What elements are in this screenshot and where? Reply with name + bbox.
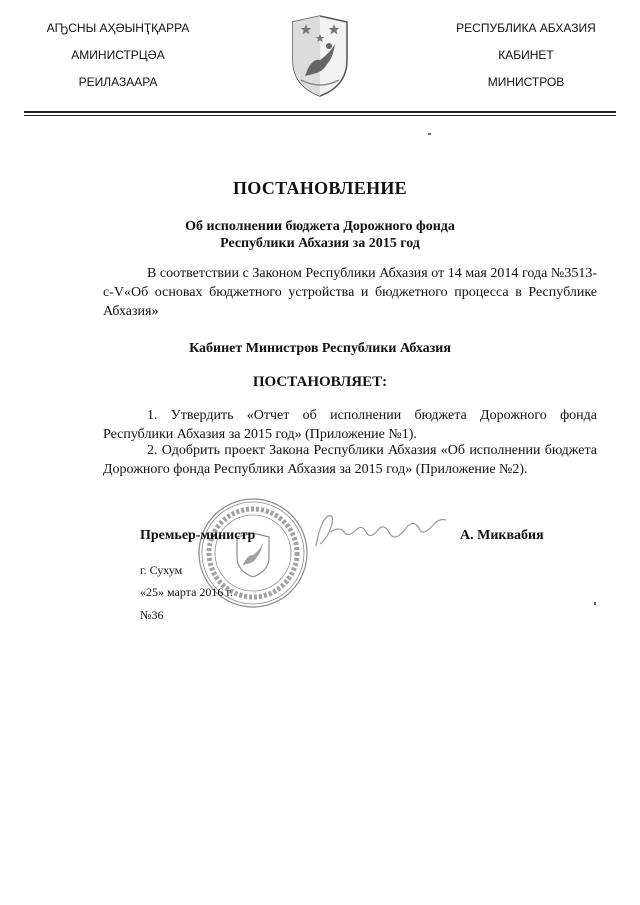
header-divider-thin bbox=[24, 115, 616, 116]
header-left-line-3: РЕИЛАЗААРА bbox=[78, 75, 158, 89]
header-right-line-3: МИНИСТРОВ bbox=[487, 75, 565, 89]
subtitle-line-2: Республики Абхазия за 2015 год bbox=[220, 236, 420, 251]
scan-speck bbox=[428, 133, 431, 135]
document-title: ПОСТАНОВЛЕНИЕ bbox=[233, 178, 407, 198]
resolves-heading: ПОСТАНОВЛЯЕТ: bbox=[252, 374, 388, 390]
resolution-item-1: 1. Утвердить «Отчет об исполнении бюджета Дорожного фонда Республики Абхазия за 2015 год» (Приложение №1). bbox=[103, 408, 597, 442]
issue-city: г. Сухум bbox=[140, 563, 183, 577]
scan-speck bbox=[594, 602, 596, 605]
header-right bbox=[426, 19, 626, 100]
header-divider-thick bbox=[24, 111, 616, 113]
cabinet-heading: Кабинет Министров Республики Абхазия bbox=[189, 341, 451, 356]
header-left-line-1: АҦСНЫ АҲӘЫНҬҚАРРА bbox=[46, 21, 190, 35]
handwritten-signature bbox=[310, 502, 450, 562]
intro-paragraph: В соответствии с Законом Республики Абхазия от 14 мая 2014 года №3513-с-V«Об основах бюджетного устройства и бюджетного процесса в Республике Абхазия» bbox=[103, 266, 597, 319]
header-right-line-1: РЕСПУБЛИКА АБХАЗИЯ bbox=[456, 21, 596, 35]
header-right-line-2: КАБИНЕТ bbox=[498, 48, 554, 62]
coat-of-arms-emblem bbox=[289, 14, 351, 98]
header-left bbox=[18, 19, 218, 100]
document-subtitle bbox=[0, 218, 640, 252]
resolution-item-2: 2. Одобрить проект Закона Республики Абхазия «Об исполнении бюджета Дорожного фонда Республики Абхазия за 2015 год» (Приложение №2). bbox=[103, 443, 597, 477]
signatory-name: А. Миквабия bbox=[460, 528, 544, 543]
issue-date: «25» марта 2016 г. bbox=[140, 585, 233, 599]
header-left-line-2: АМИНИСТРЦӘА bbox=[71, 48, 165, 62]
subtitle-line-1: Об исполнении бюджета Дорожного фонда bbox=[185, 219, 455, 234]
document-number: №36 bbox=[140, 608, 164, 622]
signatory-position: Премьер-министр bbox=[140, 528, 256, 543]
